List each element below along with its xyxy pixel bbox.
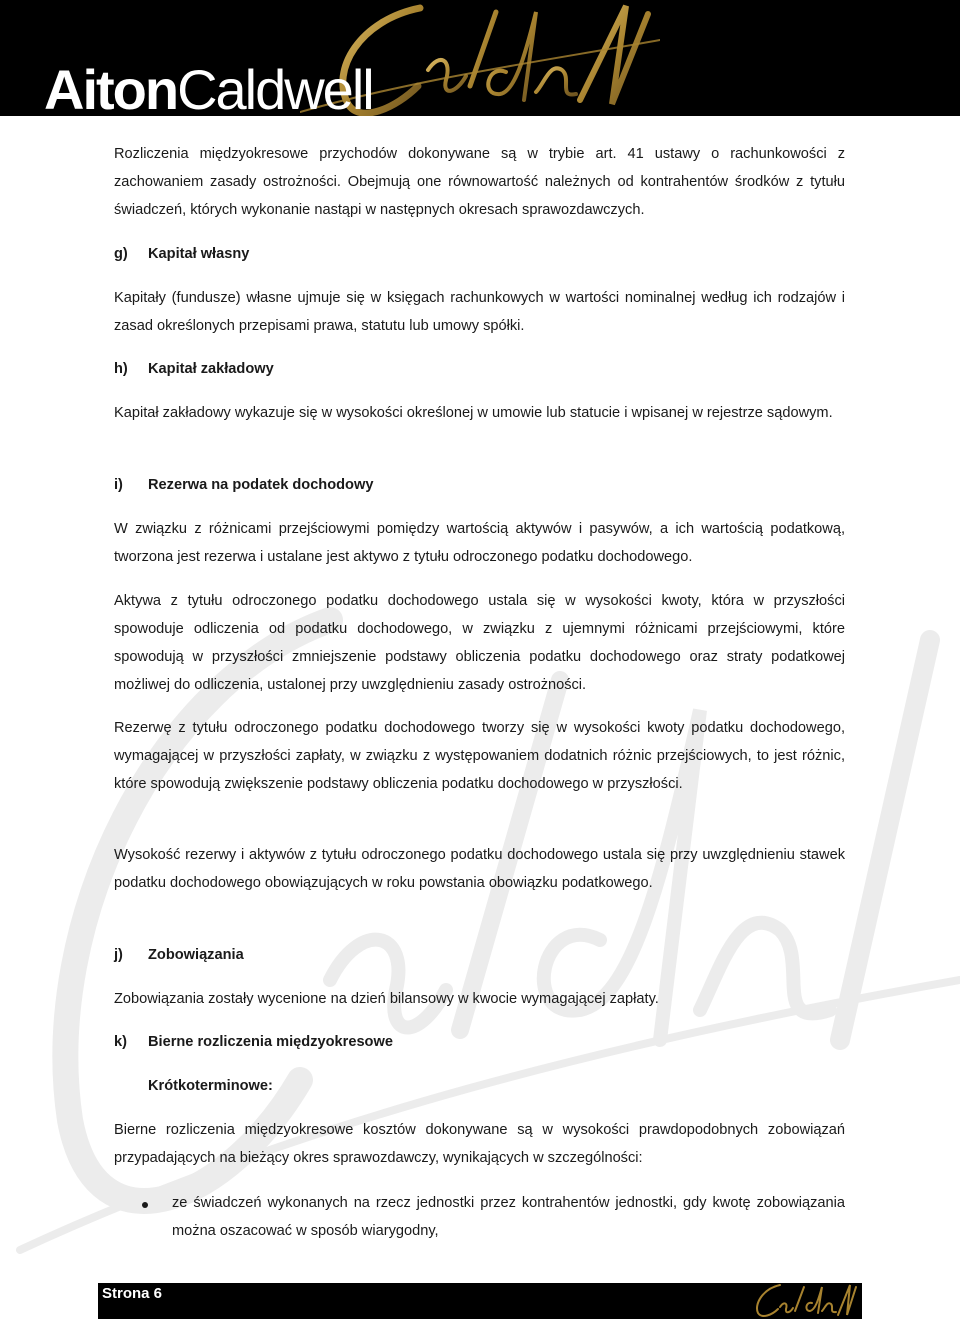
section-k-heading	[114, 1028, 393, 1056]
section-i-title: Rezerwa na podatek dochodowy	[148, 477, 374, 493]
section-g-paragraph: Kapitały (fundusze) własne ujmuje się w księgach rachunkowych w wartości nominalnej według ich rodzajów i zasad określonych przepisami prawa, statutu lub umowy spółki.	[114, 290, 845, 334]
section-h-heading	[114, 355, 274, 383]
section-i-paragraph-2: Aktywa z tytułu odroczonego podatku dochodowego ustala się w wysokości kwoty, która w przyszłości spowoduje odliczenia od podatku dochodowego, w związku z ujemnymi różnicami przejściowymi, które spowodują w przyszłości zmniejszenie podstawy obliczenia podatku dochodowego oraz straty podatkowej możliwej do odliczenia, ustalonej przy uwzględnieniu zasady ostrożności.	[114, 593, 845, 693]
list-item: ze świadczeń wykonanych na rzecz jednostki przez kontrahentów jednostki, gdy kwotę zobowiązania można oszacować w sposób wiarygodny,	[172, 1195, 845, 1239]
section-j-letter: j)	[114, 947, 123, 963]
section-h-paragraph: Kapitał zakładowy wykazuje się w wysokości określonej w umowie lub statucie i wpisanej w rejestrze sądowym.	[114, 405, 833, 421]
section-j-title: Zobowiązania	[148, 947, 244, 963]
section-j-paragraph: Zobowiązania zostały wycenione na dzień bilansowy w kwocie wymagającej zapłaty.	[114, 991, 659, 1007]
intro-paragraph: Rozliczenia międzyokresowe przychodów dokonywane są w trybie art. 41 ustawy o rachunkowości z zachowaniem zasady ostrożności. Obejmują one równowartość należnych od kontrahentów środków z tytułu świadczeń, których wykonanie nastąpi w następnych okresach sprawozdawczych.	[114, 146, 845, 218]
section-g-heading	[114, 240, 249, 268]
section-h-letter: h)	[114, 361, 128, 377]
section-i-paragraph-4: Wysokość rezerwy i aktywów z tytułu odroczonego podatku dochodowego ustala się przy uwzględnieniu stawek podatku dochodowego obowiązujących w roku powstania obowiązku podatkowego.	[114, 847, 845, 891]
page-number: Strona 6	[102, 1285, 163, 1302]
page-footer	[98, 1283, 862, 1319]
section-h-title: Kapitał zakładowy	[148, 361, 274, 377]
section-j-heading	[114, 941, 244, 969]
brand-logo	[44, 58, 373, 116]
brand-logo-bold: Aiton	[44, 58, 178, 116]
brand-logo-light: Caldwell	[177, 58, 373, 116]
section-i-heading	[114, 471, 373, 499]
section-i-paragraph-1: W związku z różnicami przejściowymi pomiędzy wartością aktywów i pasywów, a ich wartością podatkową, tworzona jest rezerwa i ustalane jest aktywo z tytułu odroczonego podatku dochodowego.	[114, 521, 845, 565]
section-k-title: Bierne rozliczenia międzyokresowe	[148, 1034, 393, 1050]
section-k-paragraph: Bierne rozliczenia międzyokresowe kosztów dokonywane są w wysokości prawdopodobnych zobowiązań przypadających na bieżący okres sprawozdawczy, wynikających w szczególności:	[114, 1122, 845, 1166]
section-i-letter: i)	[114, 477, 123, 493]
section-g-title: Kapitał własny	[148, 246, 250, 262]
caldwell-signature-small-icon	[750, 1281, 858, 1319]
section-i-paragraph-3: Rezerwę z tytułu odroczonego podatku dochodowego tworzy się w wysokości kwoty podatku dochodowego, wymagającej w przyszłości zapłaty, w związku z występowaniem dodatnich różnic przejściowych, to jest różnic, które spowodują zwiększenie podstawy obliczenia podatku dochodowego w przyszłości.	[114, 720, 845, 792]
section-k-subheading: Krótkoterminowe:	[148, 1078, 273, 1094]
section-g-letter: g)	[114, 246, 128, 262]
page-header	[0, 0, 960, 116]
section-k-letter: k)	[114, 1034, 127, 1050]
bullet-icon	[142, 1202, 148, 1208]
